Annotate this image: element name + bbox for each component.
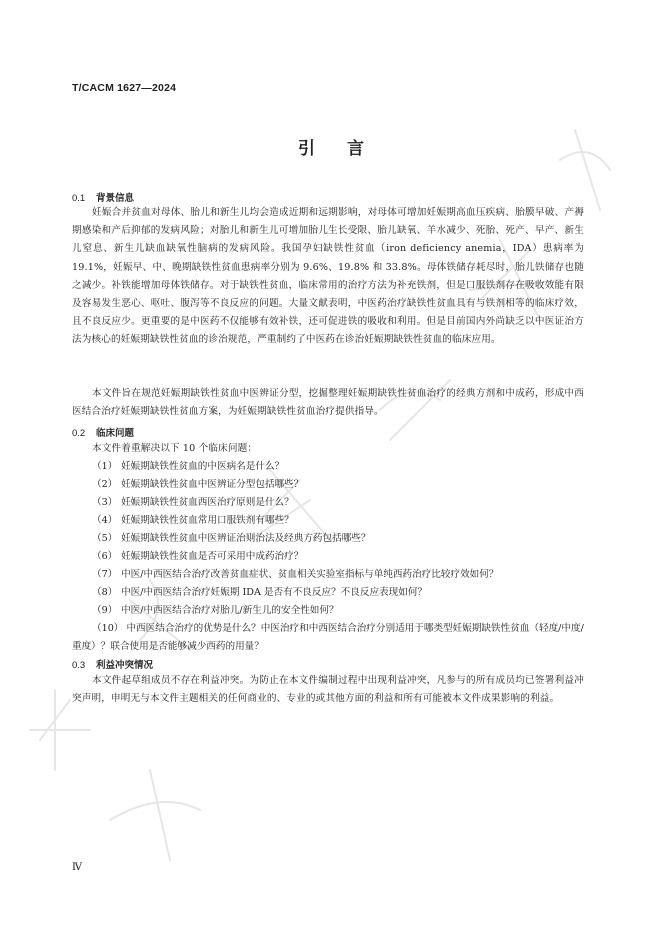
- conflict-paragraph: 本文件起草组成员不存在利益冲突。为防止在本文件编制过程中出现利益冲突，凡参与的所有成员均已签署利益冲突声明，申明无与本文件主题相关的任何商业的、专业的或其他方面的利益和所有可能被本文件成果影响的利益。: [72, 675, 584, 705]
- section-number: 0.2: [72, 428, 86, 439]
- question-number: （10）: [92, 623, 124, 634]
- question-item: [72, 620, 584, 656]
- question-number: （3）: [92, 497, 118, 508]
- question-text: 中西医结合治疗的优势是什么？中医治疗和中西医结合治疗分别适用于哪类型妊娠期缺铁性贫血（轻度/中度/重度）？联合使用是否能够减少西药的用量？: [72, 623, 584, 653]
- question-number: （7）: [92, 569, 118, 580]
- section-heading-clinical-questions: [72, 425, 134, 439]
- question-text: 中医/中西医结合治疗对胎儿/新生儿的安全性如何？: [121, 605, 339, 616]
- question-item: [72, 458, 584, 476]
- question-item: [72, 476, 584, 494]
- background-paragraph-2: 本文件旨在规范妊娠期缺铁性贫血中医辨证分型，挖掘整理妊娠期缺铁性贫血治疗的经典方剂和中成药，形成中西医结合治疗妊娠期缺铁性贫血方案，为妊娠期缺铁性贫血治疗提供指导。: [72, 388, 584, 418]
- section-heading-background: [72, 190, 134, 204]
- question-text: 妊娠期缺铁性贫血西医治疗原则是什么？: [121, 497, 294, 508]
- question-number: （5）: [92, 533, 118, 544]
- question-number: （9）: [92, 605, 118, 616]
- question-number: （2）: [92, 479, 118, 490]
- question-text: 妊娠期缺铁性贫血的中医病名是什么？: [121, 461, 285, 472]
- page-number: Ⅳ: [72, 862, 82, 873]
- question-text: 妊娠期缺铁性贫血常用口服铁剂有哪些？: [121, 515, 294, 526]
- question-text: 中医/中西医结合治疗改善贫血症状、贫血相关实验室指标与单纯西药治疗比较疗效如何？: [121, 569, 499, 580]
- question-number: （4）: [92, 515, 118, 526]
- section-title: 背景信息: [96, 193, 135, 204]
- section-heading-conflict: [72, 657, 153, 671]
- question-number: （1）: [92, 461, 118, 472]
- question-item: [72, 566, 584, 584]
- question-text: 妊娠期缺铁性贫血中医辨证分型包括哪些？: [121, 479, 304, 490]
- document-code: T/CACM 1627—2024: [72, 82, 177, 94]
- section-title: 临床问题: [96, 428, 135, 439]
- question-item: [72, 494, 584, 512]
- question-text: 妊娠期缺铁性贫血中医辨证治则治法及经典方药包括哪些？: [121, 533, 371, 544]
- clinical-questions-intro: 本文件着重解决以下 10 个临床问题：: [92, 443, 258, 454]
- question-number: （8）: [92, 587, 118, 598]
- question-number: （6）: [92, 551, 118, 562]
- section-number: 0.1: [72, 193, 86, 204]
- section-title: 利益冲突情况: [96, 660, 154, 671]
- question-item: [72, 584, 584, 602]
- question-item: [72, 512, 584, 530]
- question-item: [72, 602, 584, 620]
- question-item: [72, 548, 584, 566]
- question-text: 中医/中西医结合治疗妊娠期 IDA 是否有不良反应？不良反应表现如何？: [121, 587, 428, 598]
- page-title: 引言: [298, 139, 396, 159]
- background-paragraph-1: 妊娠合并贫血对母体、胎儿和新生儿均会造成近期和远期影响，对母体可增加妊娠期高血压疾病、胎膜早破、产褥期感染和产后抑郁的发病风险；对胎儿和新生儿可增加胎儿生长受限、胎儿缺氧、羊水减少、死胎、死产、早产、新生儿窒息、新生儿缺血缺氧性脑病的发病风险。我国孕妇缺铁性贫血（iron deficiency anemia，IDA）患病率为 19.1%，妊娠早、中、晚期缺铁性贫血患病率分别为 9.6%、19.8% 和 33.8%。母体铁储存耗尽时，胎儿铁储存也随之减少。补铁能增加母体铁储存。对于缺铁性贫血，临床常用的治疗方法为补充铁剂，但是口服铁剂存在吸收效能有限及容易发生恶心、呕吐、腹泻等不良反应的问题。大量文献表明，中医药治疗缺铁性贫血具有与铁剂相等的临床疗效，且不良反应少。更重要的是中医药不仅能够有效补铁，还可促进铁的吸收和利用。但是目前国内外尚缺乏以中医证治方法为核心的妊娠期缺铁性贫血的诊治规范，严重制约了中医药在诊治妊娠期缺铁性贫血的临床应用。: [72, 207, 584, 346]
- question-item: [72, 530, 584, 548]
- question-text: 妊娠期缺铁性贫血是否可采用中成药治疗？: [121, 551, 304, 562]
- section-number: 0.3: [72, 660, 86, 671]
